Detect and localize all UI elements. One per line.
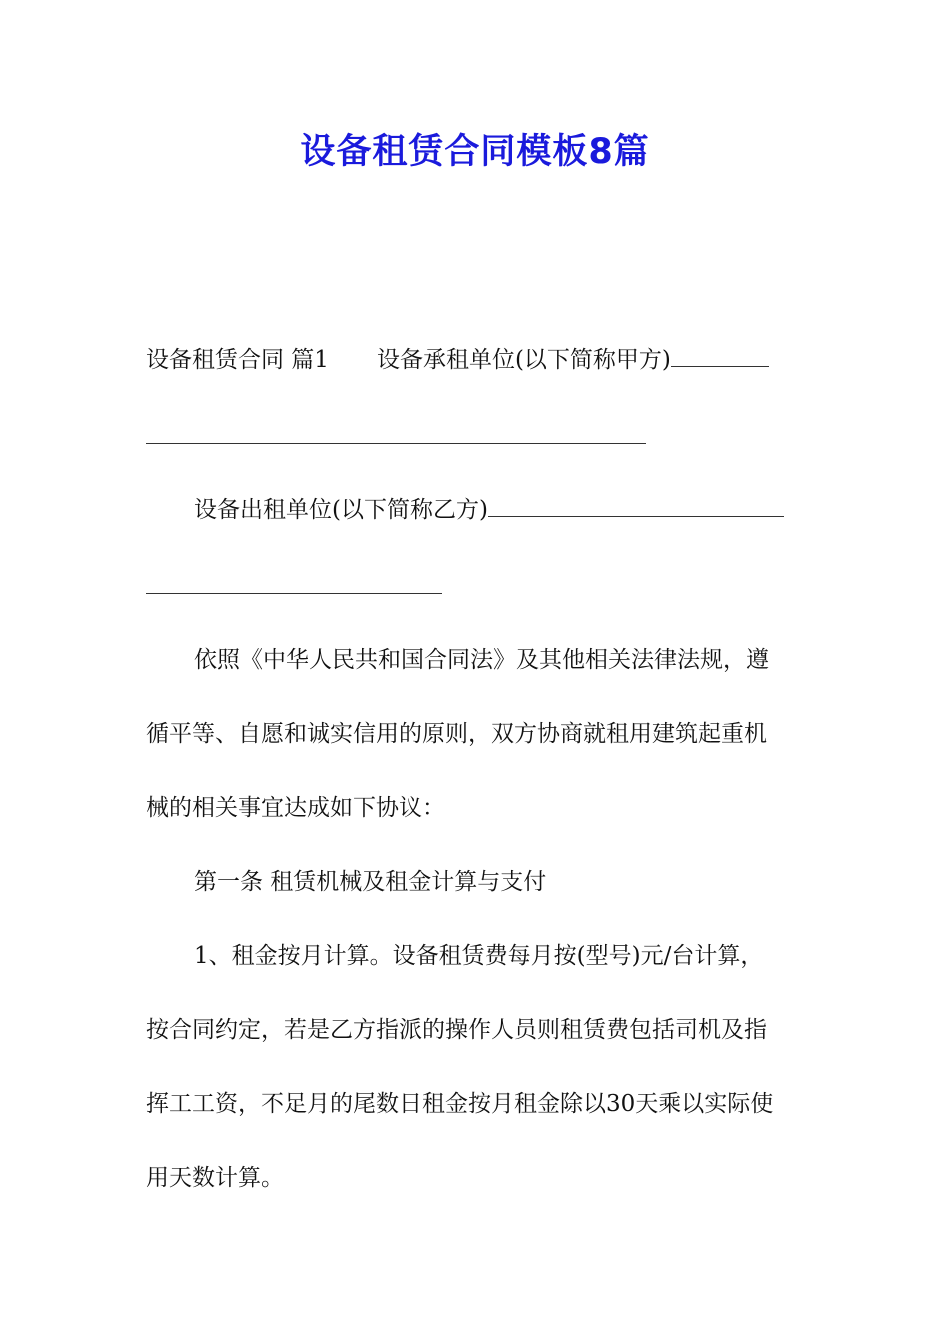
- item1-line-4: 用天数计算。: [146, 1165, 284, 1191]
- item1-line-1: 1、租金按月计算。设备租赁费每月按(型号)元/台计算，: [194, 943, 764, 969]
- party-b-continuation: [146, 570, 806, 604]
- party-b-line: [194, 493, 806, 527]
- party-a-line: [146, 343, 806, 377]
- para1-line-2: 循平等、自愿和诚实信用的原则，双方协商就租用建筑起重机: [146, 721, 767, 747]
- article1-heading: 第一条 租赁机械及租金计算与支付: [194, 869, 547, 895]
- party-b-blank-continued[interactable]: [146, 571, 442, 594]
- party-a-continuation: [146, 420, 806, 454]
- contract-header-label: 设备租赁合同 篇1: [146, 347, 329, 373]
- para1-line-3: 械的相关事宜达成如下协议：: [146, 795, 445, 821]
- para1-line-1: 依照《中华人民共和国合同法》及其他相关法律法规，遵: [194, 647, 769, 673]
- item1-line-3: 挥工工资，不足月的尾数日租金按月租金除以30天乘以实际使: [146, 1091, 774, 1117]
- document-title: 设备租赁合同模板8篇: [300, 132, 650, 172]
- party-b-blank[interactable]: [488, 494, 784, 517]
- party-a-blank[interactable]: [671, 344, 769, 367]
- party-a-blank-continued[interactable]: [146, 421, 646, 444]
- party-b-label: 设备出租单位(以下简称乙方): [194, 497, 488, 523]
- item1-line-2: 按合同约定，若是乙方指派的操作人员则租赁费包括司机及指: [146, 1017, 767, 1043]
- party-a-label: 设备承租单位(以下简称甲方): [376, 347, 671, 373]
